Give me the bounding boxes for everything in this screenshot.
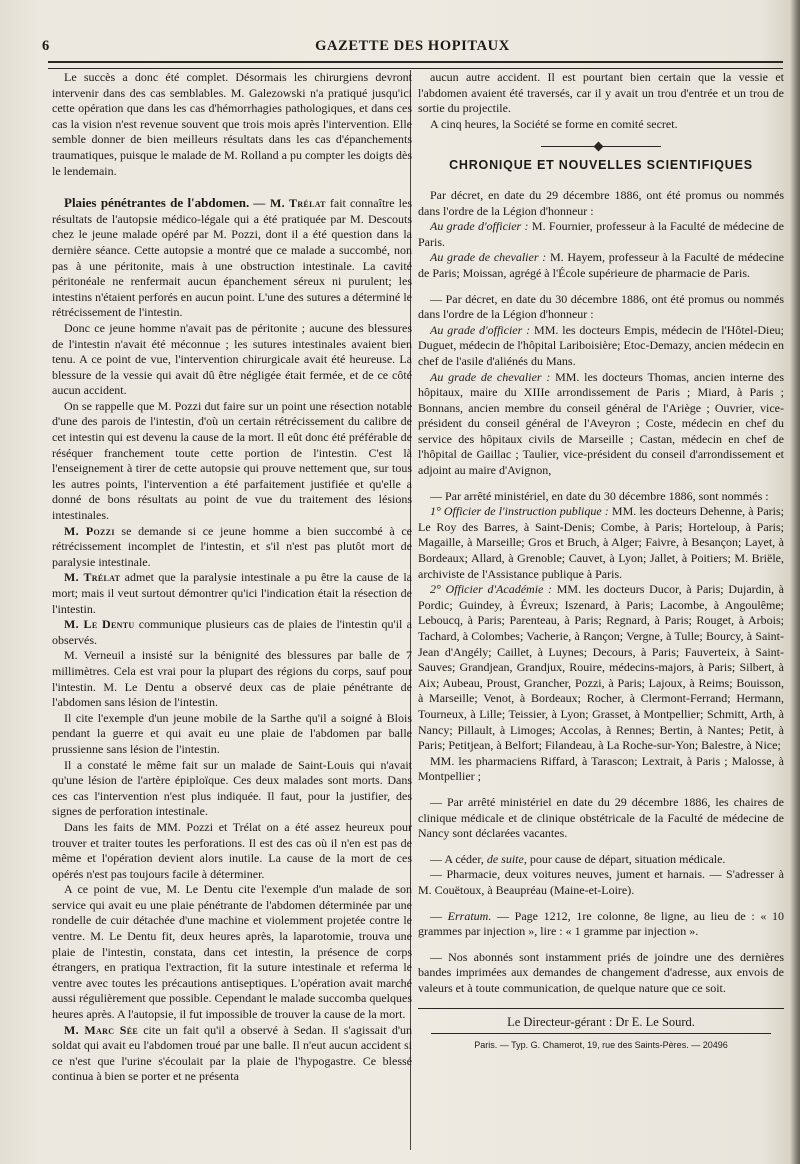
paragraph-text: se demande si ce jeune homme a bien succombé à ce rétrécissement incomplet de l'intestin, et s'il n'est pas plutôt mort de paralysie intestinale. [52, 523, 412, 569]
speaker-name: — M. Trélat [253, 196, 326, 211]
paragraph-text: MM. les docteurs Empis, médecin de l'Hôtel-Dieu; Duguet, médecin de l'hôpital Lariboisière; Etoc-Demazy, ancien médecin en chef de l'asile d'aliénés du Mans. [418, 322, 785, 368]
right-column [418, 70, 784, 1054]
speaker-name: M. Marc Sée [64, 1022, 139, 1037]
paragraph: Il cite l'exemple d'un jeune mobile de la Sarthe qu'il a soigné à Blois pendant la guerre et qui avait eu une plaie de l'abdomen par balle prussienne sans lésion de l'intestin. [52, 710, 412, 756]
paragraph: On se rappelle que M. Pozzi dut faire sur un point une résection notable d'une des parois de l'intestin, d'où un certain rétrécissement du calibre de cet intestin qui est devenu la cause de la mort. Il eût donc été préférable de réséquer franchement toute cette portion de l'intestin. C'est là l'enseignement à tirer de cette autopsie qui prouve nettement que, sur tous les autres points, l'intervention a été parfaitement justifiée et qu'elle a donné de bons résultats au point de vue du traitement des lésions intestinales. [52, 398, 412, 523]
paragraph: — Nos abonnés sont instamment priés de joindre une des dernières bandes imprimées aux demandes de changement d'adresse, aux envois de valeurs et à toute communication, de quelque nature que ce soit. [418, 949, 784, 995]
paragraph: — Par arrêté ministériel en date du 29 décembre 1886, les chaires de clinique médicale et de clinique obstétricale de la Faculté de médecine de Nancy sont déclarées vacantes. [418, 794, 784, 841]
paragraph: — Pharmacie, deux voitures neuves, jument et harnais. — S'adresser à M. Couëtoux, à Beaupréau (Maine-et-Loire). [418, 867, 784, 897]
rank-label: Au grade de chevalier : [430, 250, 547, 265]
paragraph [52, 570, 412, 617]
paragraph: — Par arrêté ministériel, en date du 30 décembre 1886, sont nommés : [430, 488, 769, 503]
paragraph: Donc ce jeune homme n'avait pas de péritonite ; aucune des blessures de l'intestin n'avait été méconnue ; les sutures intestinales avaient bien tenu. A ce point de vue, l'intervention chirurgicale avait été heureuse. La blessure de la vessie qui avait dû être négligée était fermée, et de ce côté aucun accident. [52, 320, 412, 398]
decorative-rule [541, 142, 661, 152]
page-number: 6 [42, 38, 50, 54]
page-header [40, 38, 785, 58]
paragraph-text: M. Hayem, professeur à la Faculté de médecine de Paris; Moissan, agrégé à l'École supérieure de pharmacie de Paris. [418, 250, 784, 280]
paragraph: aucun autre accident. Il est pourtant bien certain que la vessie et l'abdomen avaient été traversés, car il y avait un trou d'entrée et un trou de sortie du projectile. [418, 70, 784, 116]
paragraph-text: — A céder, [430, 851, 487, 866]
paragraph: M. Verneuil a insisté sur la bénignité des blessures par balle de 7 millimètres. Cela est vrai pour la plupart des régions du corps, sauf pour l'intestin. M. Le Dentu a observé deux cas de plaie pénétrante de l'abdomen sans lésion de l'intestin. [52, 648, 412, 710]
paragraph [52, 524, 412, 571]
paragraph [418, 504, 784, 582]
rule-ornament [594, 142, 604, 152]
rank-label: Au grade de chevalier : [430, 369, 551, 384]
paragraph [418, 370, 784, 479]
paragraph-text: MM. les docteurs Ducor, à Paris; Dujardin, à Pordic; Guindey, à Évreux; Iszenard, à Paris; Lacombe, à Angoulême; Leboucq, à Paris; Parenteau, à Paris; Regnard, à Paris; Rouget, à Arbois; Tachard, à Colombes; Vacherie, à Rançon; Vergne, à Tulle; Bourcy, à Saint-Jean d'Angély; Caillet, à Luynes; Decours, à Paris; Fauverteix, à Saint-Sauves; Grandjean, Grandjux, Rouire, médecins-majors, à Paris; Silbert, à Aix; Aubeau, Proust, Grancher, Pozzi, à Paris; Lajoux, à Reims; Bouisson, à Marseille; Venot, à Bordeaux; Rocher, à Clermont-Ferrand; Hermann, Tourneux, à Lille; Teissier, à Lyon; Grasset, à Montpellier; Schmitt, Arth, à Nancy; Pillault, à Limoges; Accolas, à Rennes; Bertin, à Nantes; Petit, à Paris; Petitjean, à Belfort; Filandeau, à La Roche-sur-Yon; Balestre, à Nice; [418, 582, 784, 753]
paragraph: Par décret, en date du 29 décembre 1886, ont été promus ou nommés dans l'ordre de la Légion d'honneur : [418, 187, 784, 218]
rank-label: 2° Officier d'Académie : [430, 582, 553, 597]
paragraph-text: pour cause de départ, situation médicale. [526, 851, 726, 866]
journal-title: GAZETTE DES HOPITAUX [315, 38, 510, 54]
paragraph: Dans les faits de MM. Pozzi et Trélat on a été assez heureux pour trouver et traiter toutes les perforations. Il est des cas où il n'en est pas de même et l'opération devient alors inutile. La cause de la mort de ces opérés n'est pas toujours facile à déterminer. [52, 819, 412, 881]
paragraph: A ce point de vue, M. Le Dentu cite l'exemple d'un malade de son service qui avait eu une plaie pénétrante de l'abdomen déterminée par une rondelle de cuir détachée d'une machine et violemment projetée contre le ventre. M. Le Dentu fit, deux heures après, la laparotomie, trouva une plaie de l'intestin, constata, dans cet intestin, la présence de corps étrangers, en pratiqua l'extraction, fit la suture intestinale et referma le ventre avec toutes les précautions antiseptiques. L'opération avait marché aussi régulièrement que possible. Cependant le malade succomba quelques heures après. A l'autopsie, il fut impossible de trouver la cause de la mort. [52, 882, 412, 1022]
header-rule [48, 61, 783, 69]
paragraph: — Par décret, en date du 30 décembre 1886, ont été promus ou nommés dans l'ordre de la Légion d'honneur : [418, 291, 784, 322]
paragraph: A cinq heures, la Société se forme en comité secret. [430, 116, 678, 131]
rank-label: 1° Officier de l'instruction publique : [430, 504, 609, 519]
paragraph [418, 323, 784, 370]
paragraph [52, 195, 412, 321]
paragraph-text: — Page 1212, 1re colonne, 8e ligne, au lieu de : « 10 grammes par injection », lire : « 1 gramme par injection ». [418, 908, 784, 939]
paragraph: MM. les pharmaciens Riffard, à Tarascon; Lextrait, à Paris ; Malosse, à Montpellier ; [418, 753, 784, 784]
signature: Le Directeur-gérant : Dr E. Le Sourd. [507, 1015, 695, 1030]
paragraph: Le succès a donc été complet. Désormais les chirurgiens devront intervenir dans des cas semblables. M. Galezowski n'a pratiqué jusqu'ici cette opération que dans les cas d'hémorrhagies pathologiques, et dans ces cas la vision n'est revenue souvent que trois mois après l'intervention. Elle semble donner de bien meilleurs résultats dans les cas d'épanchements traumatiques, puisque le malade de M. Rolland a pu compter les doigts dès le lendemain. [52, 70, 412, 178]
paragraph-text: communique plusieurs cas de plaies de l'intestin qu'il a observés. [52, 617, 413, 647]
section-lead: Plaies pénétrantes de l'abdomen. [64, 195, 250, 211]
paragraph [418, 219, 784, 250]
paragraph-text: MM. les docteurs Thomas, ancien interne des hôpitaux, maire du XIIIe arrondissement de Paris ; Miard, à Paris ; Bonnans, ancien membre du conseil général de l'Ariège ; Ouvrier, vice-président du conseil général de l'Aveyron ; Coste, médecin en chef du service des hôpitaux civils de Marseille ; Castan, médecin en chef de l'hôpital de Gaillac ; Taulier, vice-président du conseil d'arrondissement et adjoint au maire d'Avignon, [418, 369, 785, 478]
paragraph-text: admet que la paralysie intestinale a pu être la cause de la mort; mais il veut surtout démontrer qu'ici l'indication était la résection de l'intestin. [52, 570, 412, 616]
paragraph: Il a constaté le même fait sur un malade de Saint-Louis qui n'avait qu'une lésion de l'artère épiploïque. Ces deux malades sont morts. Dans ces cas l'intervention n'est plus indiquée. Il faut, pour la justifier, des signes de perforation intestinale. [52, 757, 412, 819]
section-heading: CHRONIQUE ET NOUVELLES SCIENTIFIQUES [449, 158, 753, 173]
printer-line: Paris. — Typ. G. Chamerot, 19, rue des Saints-Pères. — 20496 [474, 1040, 728, 1051]
emphasis: Erratum. [447, 908, 492, 923]
paragraph [52, 1023, 412, 1085]
rank-label: Au grade d'officier : [430, 322, 531, 337]
rank-label: Au grade d'officier : [430, 219, 529, 234]
paragraph-text: fait connaître les résultats de l'autopsie médico-légale qui a été pratiquée par M. Descouts chez le jeune malade opéré par M. Pozzi, dont il a été question dans la dernière séance. Cette autopsie a montré que ce malade a succombé, non pas à une péritonite, mais à une obstruction intestinale. La cavité péritonéale ne renfermait aucun épanchement séreux ni purulent; les intestins n'étaient perforés en aucun point. L'une des sutures a déterminé le rétrécissement de l'intestin. [52, 196, 413, 320]
speaker-name: M. Pozzi [64, 523, 115, 538]
page-edge-shadow [790, 0, 800, 1164]
paragraph [418, 250, 784, 281]
left-column [52, 70, 412, 1085]
paragraph [418, 582, 784, 754]
speaker-name: M. Trélat [64, 570, 121, 585]
paragraph [418, 909, 784, 940]
paragraph-text: MM. les docteurs Dehenne, à Paris; Le Roy des Barres, à Saint-Denis; Combe, à Paris; Horteloup, à Paris; Magaille, à Marseille; Gros et Bruch, à Alger; Faivre, à Besançon; Layet, à Bordeaux; Allard, à Grenoble; Cauvet, à Lyon; Jallet, à Poitiers; M. Briële, archiviste de l'Assistance publique à Paris. [418, 504, 784, 581]
paragraph [418, 852, 784, 868]
paragraph [52, 617, 412, 648]
paragraph-text: — [430, 908, 448, 923]
emphasis: de suite, [486, 851, 527, 866]
signature-rule [431, 1033, 771, 1034]
signature-block [418, 1008, 784, 1053]
paragraph-text: cite un fait qu'il a observé à Sedan. Il s'agissait d'un soldat qui avait eu l'abdomen troué par une balle. Il n'eut aucun accident si ce n'est que l'urine s'écoulait par la plaie de l'hypogastre. Ce blessé continua à bien se porter et ne présenta [52, 1022, 412, 1084]
speaker-name: M. Le Dentu [64, 617, 135, 632]
paragraph-text: M. Fournier, professeur à la Faculté de médecine de Paris. [418, 219, 785, 249]
